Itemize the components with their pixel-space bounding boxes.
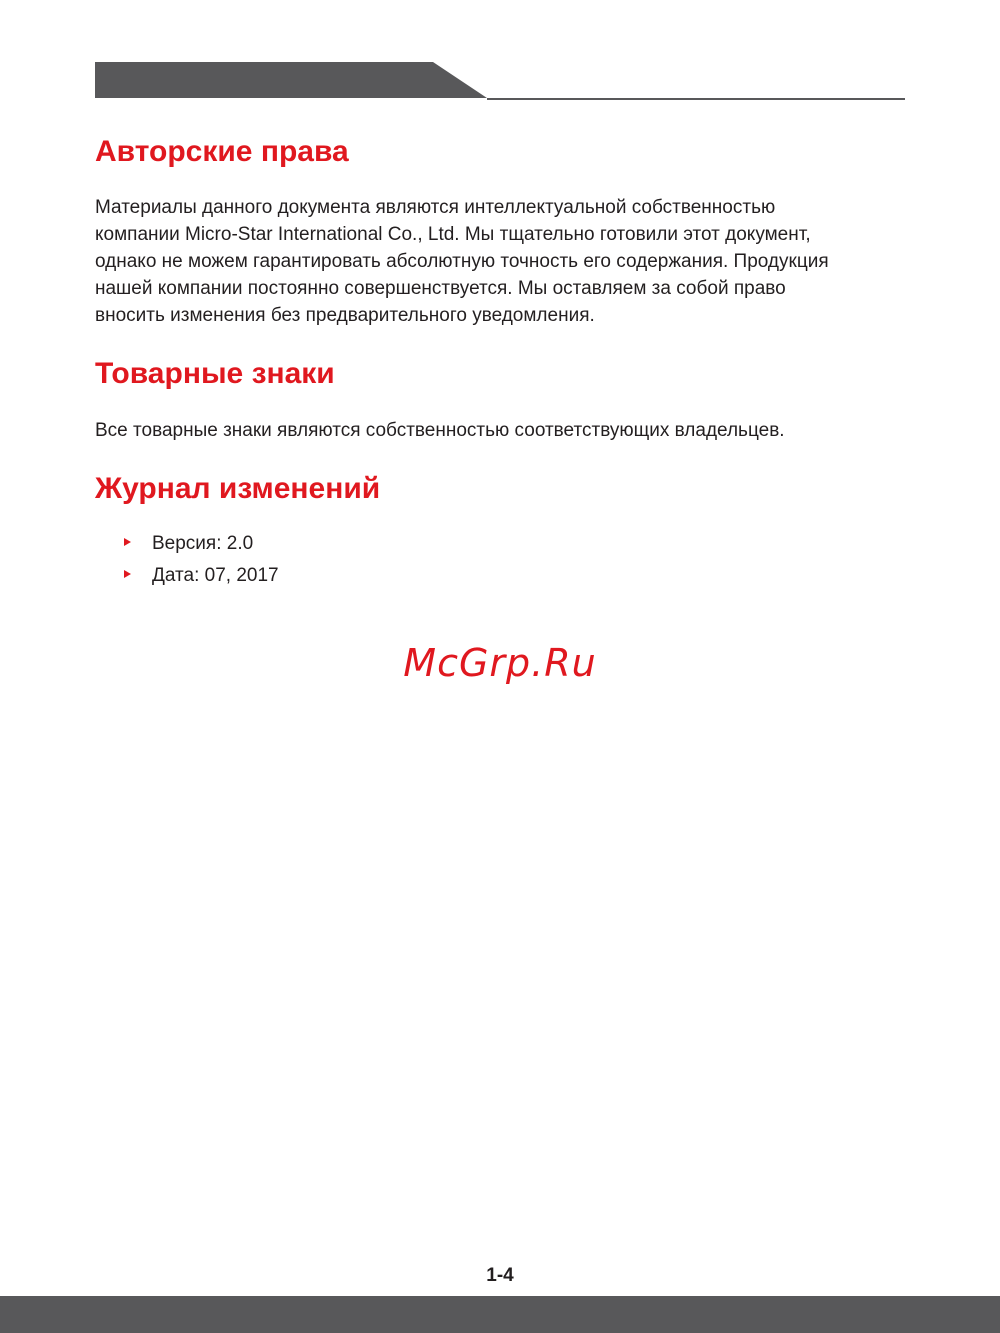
copyright-line: вносить изменения без предварительного уведомления. (95, 305, 595, 326)
copyright-line: Материалы данного документа являются интеллектуальной собственностью (95, 197, 776, 218)
list-item (124, 560, 279, 592)
copyright-heading: Авторские права (95, 135, 349, 168)
copyright-line: компании Micro-Star International Co., Ltd. Мы тщательно готовили этот документ, (95, 224, 811, 245)
changelog-heading: Журнал изменений (95, 472, 381, 505)
trademarks-paragraph (95, 417, 785, 444)
copyright-line: нашей компании постоянно совершенствуется. Мы оставляем за собой право (95, 278, 786, 299)
watermark: McGrp.Ru (403, 641, 597, 685)
changelog-list (124, 528, 279, 592)
triangle-bullet-icon (124, 538, 131, 546)
copyright-paragraph (95, 194, 829, 329)
trademarks-line: Все товарные знаки являются собственностью соответствующих владельцев. (95, 420, 785, 441)
triangle-bullet-icon (124, 570, 131, 578)
version-text: Версия: 2.0 (152, 533, 254, 554)
list-item (124, 528, 279, 560)
header-bar (95, 62, 905, 102)
footer-bar (0, 1296, 1000, 1333)
page-number: 1-4 (486, 1265, 514, 1286)
trademarks-heading: Товарные знаки (95, 357, 335, 390)
copyright-line: однако не можем гарантировать абсолютную точность его содержания. Продукция (95, 251, 829, 272)
date-text: Дата: 07, 2017 (152, 565, 279, 586)
